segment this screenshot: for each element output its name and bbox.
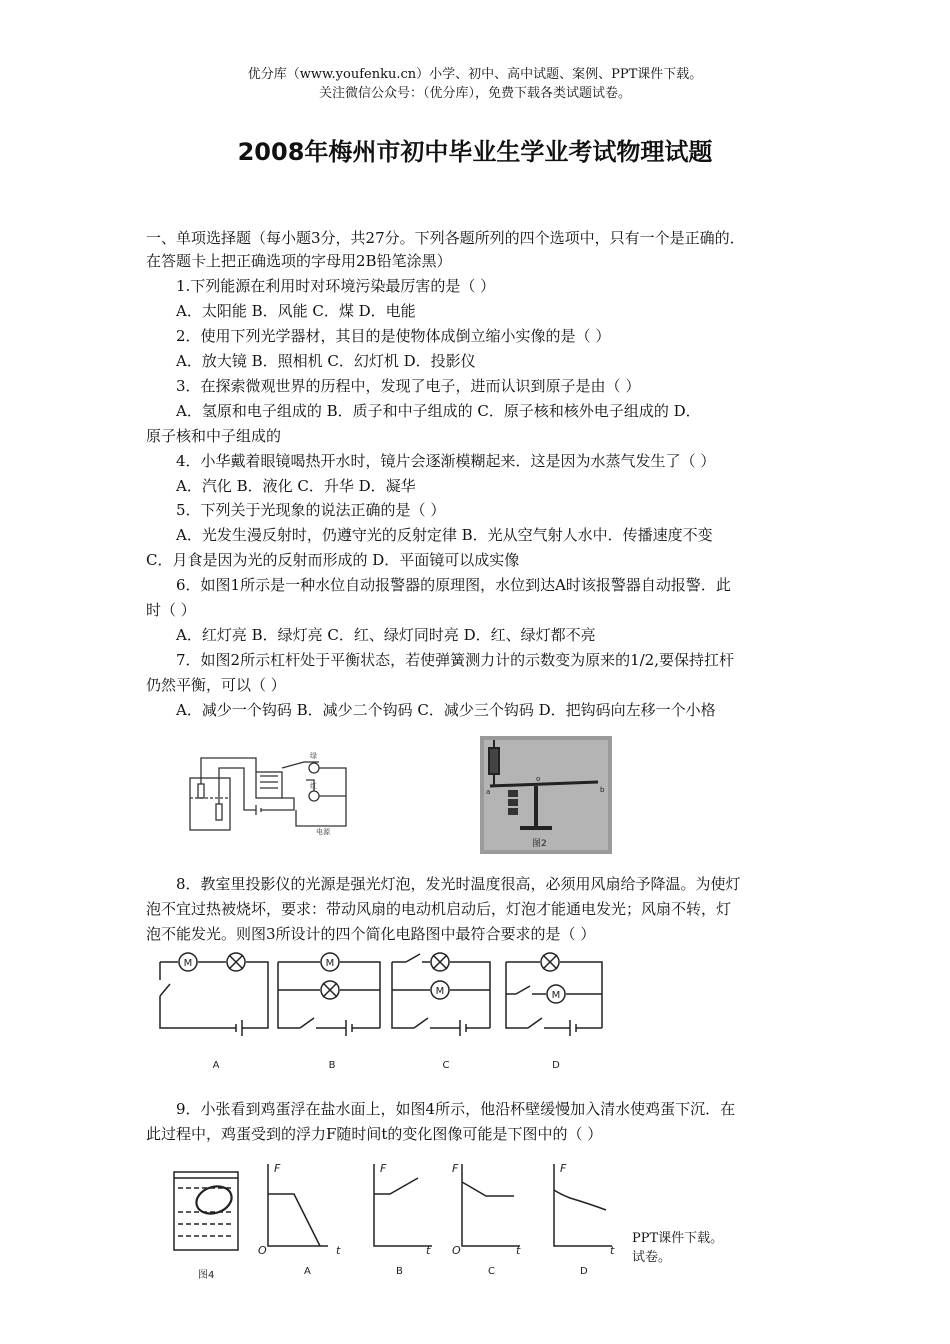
q6-stem-2: 时（ ）: [146, 601, 196, 619]
label-o: o: [536, 775, 541, 783]
circuit-label-c: C: [442, 1060, 450, 1071]
figure-1-alarm-circuit: [186, 750, 354, 836]
graph-b-t: t: [426, 1244, 431, 1257]
graph-a: [268, 1164, 328, 1246]
graph-d: [554, 1164, 612, 1246]
header-line-1: 优分库（www.youfenku.cn）小学、初中、高中试题、案例、PPT课件下载。: [247, 67, 703, 82]
section-instruction-2: 在答题卡上把正确选项的字母用2B铅笔涂黑）: [146, 252, 452, 270]
graph-label-c: C: [488, 1266, 495, 1277]
q7-stem-1: 7．如图2所示杠杆处于平衡状态，若使弹簧测力计的示数变为原来的1/2,要保持扛杆: [176, 651, 734, 669]
graph-label-a: A: [304, 1266, 311, 1277]
motor-a: M: [183, 958, 193, 969]
figure-4-graphs: [168, 1160, 618, 1284]
graph-label-d: D: [580, 1266, 588, 1277]
label-b: b: [600, 786, 605, 794]
motor-d: M: [551, 990, 561, 1001]
green-lamp: [309, 763, 319, 773]
graph-a-t: t: [336, 1244, 341, 1257]
circuit-label-a: A: [212, 1060, 220, 1071]
graph-a-f: F: [274, 1162, 281, 1175]
page-title: 2008年梅州市初中毕业生学业考试物理试题: [237, 138, 713, 166]
q5-options-2: C．月食是因为光的反射而形成的 D．平面镜可以成实像: [146, 551, 520, 569]
label-red: 红: [310, 782, 317, 790]
q9-line-2: 此过程中，鸡蛋受到的浮力F随时间t的变化图像可能是下图中的（ ）: [146, 1125, 603, 1143]
q5-options-1: A．光发生漫反射时，仍遵守光的反射定律 B．光从空气射人水中．传播速度不变: [176, 526, 713, 544]
q1-stem: 1.下列能源在利用时对环境污染最厉害的是（ ）: [176, 277, 496, 295]
q8-line-2: 泡不宜过热被烧坏，要求：带动风扇的电动机启动后，灯泡才能通电发光；风扇不转，灯: [146, 900, 732, 918]
q6-options: A．红灯亮 B．绿灯亮 C．红、绿灯同时亮 D．红、绿灯都不亮: [176, 626, 596, 644]
q8-line-3: 泡不能发光。则图3所设计的四个简化电路图中最符合要求的是（ ）: [146, 925, 596, 943]
q2-stem: 2．使用下列光学器材，其目的是使物体成倒立缩小实像的是（ ）: [176, 327, 611, 345]
graph-c-t: t: [516, 1244, 521, 1257]
graph-b-f: F: [380, 1162, 387, 1175]
graph-b: [374, 1164, 432, 1246]
graph-c: [462, 1164, 520, 1246]
header-line-2: 关注微信公众号：（优分库），免费下载各类试题试卷。: [318, 86, 631, 101]
probe-b: [216, 804, 222, 820]
q8-line-1: 8．教室里投影仪的光源是强光灯泡，发光时温度很高，必须用风扇给予降温。为使灯: [176, 875, 741, 893]
q9-line-1: 9．小张看到鸡蛋浮在盐水面上，如图4所示，他沿杯壁缓慢加入清水使鸡蛋下沉．在: [176, 1100, 736, 1118]
q4-options: A．汽化 B．液化 C．升华 D．凝华: [176, 477, 416, 495]
graph-d-f: F: [560, 1162, 567, 1175]
circuit-a: [160, 953, 268, 1036]
red-lamp: [309, 791, 319, 801]
graph-c-f: F: [452, 1162, 459, 1175]
battery-wire: [244, 778, 256, 810]
figure-2-caption: 图2: [532, 839, 547, 849]
label-green: 绿: [310, 752, 317, 760]
q3-stem: 3．在探索微观世界的历程中，发现了电子，进而认识到原子是由（ ）: [176, 377, 641, 395]
label-a: a: [486, 788, 491, 796]
circuit-label-d: D: [552, 1060, 560, 1071]
graph-a-origin: O: [258, 1244, 267, 1257]
q3-options-1: A．氢原和电子组成的 B．质子和中子组成的 C．原子核和核外电子组成的 D．: [176, 402, 701, 420]
water-tank: [190, 778, 230, 830]
footer-fragment-1: PPT课件下载。: [632, 1231, 724, 1246]
armature: [282, 762, 304, 768]
figure-2-lever-photo: [480, 736, 612, 854]
q3-options-2: 原子核和中子组成的: [146, 427, 282, 445]
label-power: 电源: [316, 828, 330, 836]
q2-options: A．放大镜 B．照相机 C．幻灯机 D．投影仪: [176, 352, 476, 370]
graph-c-origin: O: [452, 1244, 461, 1257]
figure-3-circuits: [150, 950, 610, 1075]
beaker: [174, 1172, 238, 1250]
motor-c: M: [435, 986, 445, 997]
probe-a: [198, 784, 204, 798]
q7-stem-2: 仍然平衡，可以（ ）: [146, 676, 286, 694]
circuit-label-b: B: [328, 1060, 336, 1071]
q5-stem: 5．下列关于光现象的说法正确的是（ ）: [176, 501, 446, 519]
footer-fragment-2: 试卷。: [632, 1250, 672, 1265]
spring-scale: [489, 748, 499, 774]
graph-label-b: B: [396, 1266, 403, 1277]
q4-stem: 4．小华戴着眼镜喝热开水时，镜片会逐渐模糊起来．这是因为水蒸气发生了（ ）: [176, 452, 716, 470]
q1-options: A．太阳能 B．风能 C．煤 D．电能: [176, 302, 416, 320]
figure-4-caption: 图4: [198, 1270, 215, 1281]
motor-b: M: [325, 958, 335, 969]
hook-weights: [508, 790, 518, 815]
section-instruction-1: 一、单项选择题（每小题3分，共27分。下列各题所列的四个选项中，只有一个是正确的．: [146, 229, 745, 247]
graph-d-t: t: [610, 1244, 615, 1257]
q6-stem-1: 6．如图1所示是一种水位自动报警器的原理图，水位到达A时该报警器自动报警．此: [176, 576, 731, 594]
q7-options: A．减少一个钩码 B．减少二个钩码 C．减少三个钩码 D．把钩码向左移一个小格: [176, 701, 716, 719]
